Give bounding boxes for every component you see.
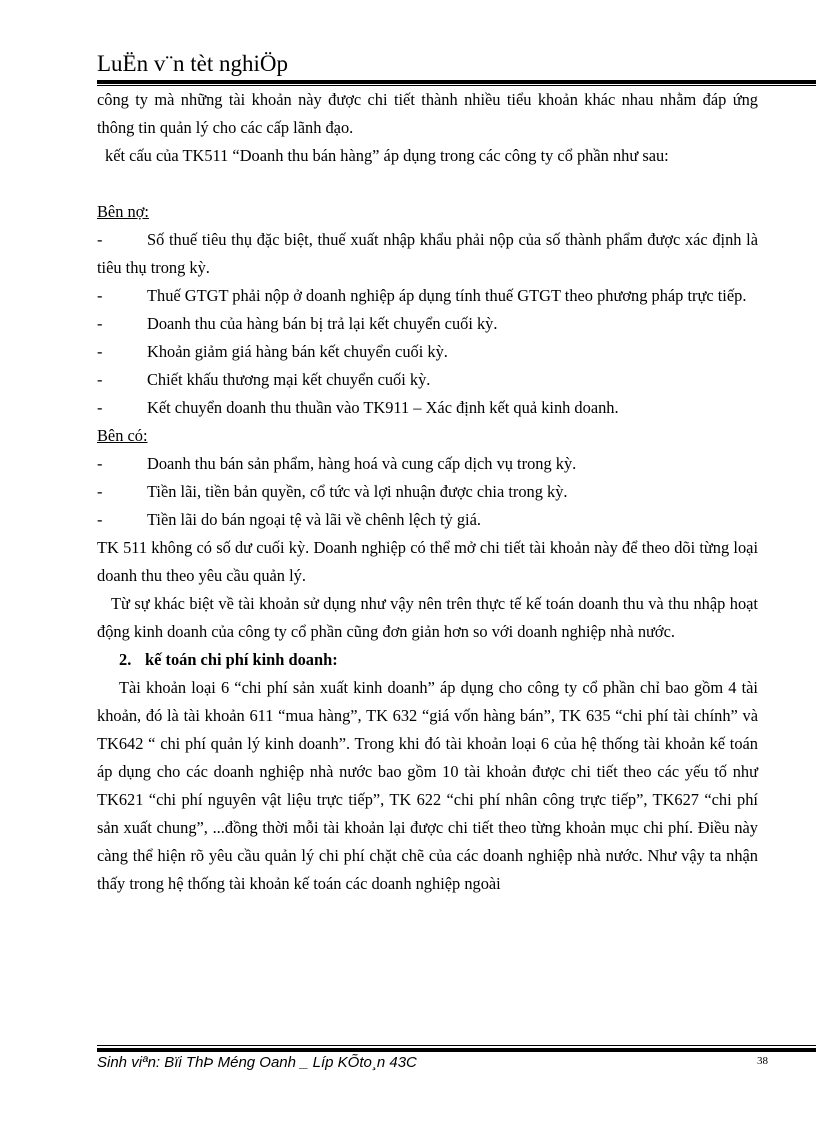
section-title: kế toán chi phí kinh doanh:: [145, 650, 338, 669]
debit-item-text: Khoản giảm giá hàng bán kết chuyển cuối kỳ.: [147, 342, 448, 361]
difference-paragraph: Từ sự khác biệt về tài khoản sử dụng như vậy nên trên thực tế kế toán doanh thu và thu nhập hoạt động kinh doanh của công ty cổ phần cũng đơn giản hơn so với doanh nghiệp nhà nước.: [97, 594, 758, 641]
debit-item: [97, 282, 758, 310]
bullet-dash: -: [97, 482, 103, 501]
bullet-dash: -: [97, 342, 103, 361]
debit-heading: Bên nợ:: [97, 202, 149, 221]
bullet-dash: -: [97, 510, 103, 529]
tk511-paragraph: TK 511 không có số dư cuối kỳ. Doanh nghiệp có thể mở chi tiết tài khoản này để theo dõi từng loại doanh thu theo yêu cầu quản lý.: [97, 538, 758, 585]
credit-item-text: Doanh thu bán sản phẩm, hàng hoá và cung cấp dịch vụ trong kỳ.: [147, 454, 577, 473]
credit-item: [97, 506, 758, 534]
bullet-dash: -: [97, 286, 103, 305]
debit-item-text: Số thuế tiêu thụ đặc biệt, thuế xuất nhập khẩu phải nộp của số thành phẩm được xác định là tiêu thụ trong kỳ.: [97, 230, 758, 277]
header-rule-thick: [97, 80, 816, 84]
footer-rule-thick: [97, 1048, 816, 1052]
debit-item-text: Kết chuyển doanh thu thuần vào TK911 – Xác định kết quả kinh doanh.: [147, 398, 619, 417]
section-heading: [97, 646, 758, 674]
section-number: 2.: [119, 650, 132, 669]
bullet-dash: -: [97, 370, 103, 389]
blank-line: [97, 170, 758, 198]
credit-item: [97, 450, 758, 478]
header-title: LuËn v¨n tèt nghiÖp: [97, 51, 288, 76]
credit-item-text: Tiền lãi, tiền bản quyền, cổ tức và lợi nhuận được chia trong kỳ.: [147, 482, 568, 501]
document-body: [97, 86, 758, 898]
bullet-dash: -: [97, 454, 103, 473]
debit-item: [97, 338, 758, 366]
structure-paragraph: kết cấu của TK511 “Doanh thu bán hàng” áp dụng trong các công ty cổ phần như sau:: [105, 146, 669, 165]
footer-rule-thin: [97, 1045, 816, 1046]
footer-text: Sinh viªn: Bïi ThÞ Méng Oanh _ Líp KÕto¸n 43C: [97, 1054, 417, 1071]
bullet-dash: -: [97, 398, 103, 417]
debit-item-text: Chiết khấu thương mại kết chuyển cuối kỳ.: [147, 370, 431, 389]
debit-item: [97, 310, 758, 338]
bullet-dash: -: [97, 230, 103, 249]
debit-item: [97, 394, 758, 422]
cost-paragraph: Tài khoản loại 6 “chi phí sản xuất kinh doanh” áp dụng cho công ty cổ phần chỉ bao gồm 4 tài khoản, đó là tài khoản 611 “mua hàng”, TK 632 “giá vốn hàng bán”, TK 635 “chi phí tài chính” và TK642 “ chi phí quản lý kinh doanh”. Trong khi đó tài khoản loại 6 của hệ thống tài khoản kế toán áp dụng cho các doanh nghiệp nhà nước bao gồm 10 tài khoản được chi tiết theo các yếu tố như TK621 “chi phí nguyên vật liệu trực tiếp”, TK 622 “chi phí nhân công trực tiếp”, TK627 “chi phí sản xuất chung”, ...đồng thời mỗi tài khoản lại được chi tiết theo từng khoản mục chi phí. Điều này càng thể hiện rõ yêu cầu quản lý chi phí chặt chẽ của các doanh nghiệp nhà nước. Như vậy ta nhận thấy trong hệ thống tài khoản kế toán các doanh nghiệp ngoài: [97, 678, 758, 893]
debit-item: [97, 226, 758, 282]
bullet-dash: -: [97, 314, 103, 333]
credit-item: [97, 478, 758, 506]
intro-paragraph: công ty mà những tài khoản này được chi tiết thành nhiều tiểu khoản khác nhau nhằm đáp ứng thông tin quản lý cho các cấp lãnh đạo.: [97, 90, 758, 137]
credit-item-text: Tiền lãi do bán ngoại tệ và lãi về chênh lệch tỷ giá.: [147, 510, 481, 529]
page-number: 38: [757, 1055, 768, 1067]
debit-item-text: Doanh thu của hàng bán bị trả lại kết chuyển cuối kỳ.: [147, 314, 498, 333]
debit-item-text: Thuế GTGT phải nộp ở doanh nghiệp áp dụng tính thuế GTGT theo phương pháp trực tiếp.: [147, 286, 747, 305]
credit-heading: Bên có:: [97, 426, 148, 445]
debit-item: [97, 366, 758, 394]
